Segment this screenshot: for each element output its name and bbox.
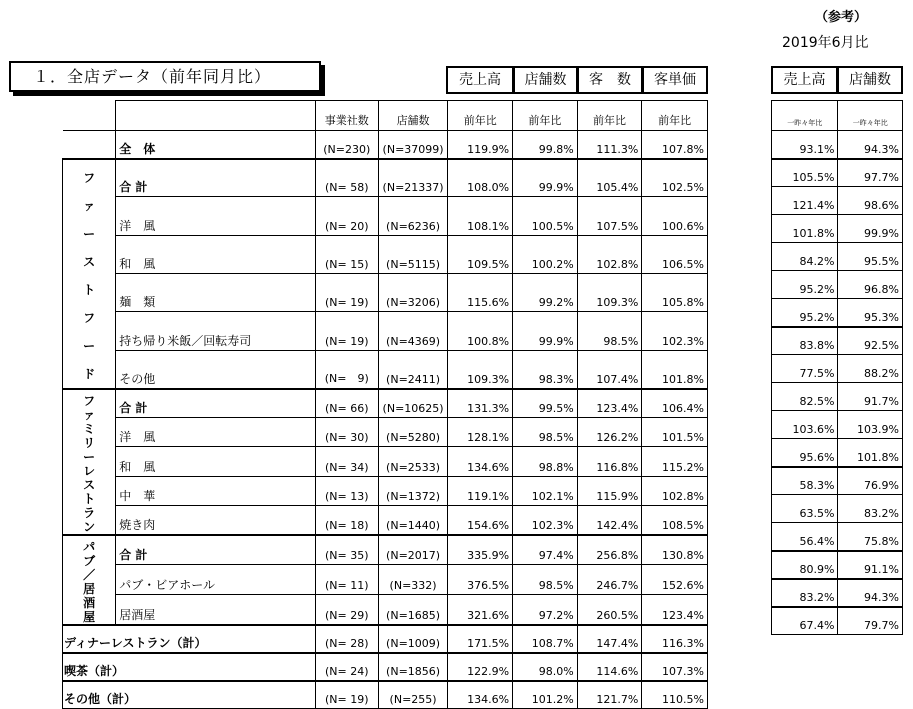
row-companies: (N= 19): [315, 681, 378, 709]
row-name: 持ち帰り米飯／回転寿司: [116, 312, 316, 350]
ref-row: [772, 131, 903, 159]
ref-sales: 83.8%: [772, 327, 838, 355]
ref-row: [772, 551, 903, 579]
row-name: パブ・ビアホール: [116, 565, 316, 595]
row-customers: 260.5%: [577, 595, 642, 625]
row-sales: 134.6%: [448, 447, 513, 476]
ref-row: [772, 187, 903, 215]
row-unit: 102.5%: [642, 159, 708, 197]
row-sales: 154.6%: [448, 505, 513, 534]
row-unit: 107.3%: [642, 653, 708, 681]
row-companies: (N= 9): [315, 350, 378, 388]
table-row: [63, 681, 708, 709]
ref-sales: 105.5%: [772, 159, 838, 187]
row-stores: (N=1685): [378, 595, 448, 625]
row-customers: 123.4%: [577, 389, 642, 418]
row-name: 合 計: [116, 535, 316, 565]
row-companies: (N= 24): [315, 653, 378, 681]
row-unit: 116.3%: [642, 625, 708, 653]
ref-sales: 101.8%: [772, 215, 838, 243]
row-name: 合 計: [116, 159, 316, 197]
col-header-store-count: 店舗数: [378, 101, 448, 131]
row-customers: 116.8%: [577, 447, 642, 476]
row-customers: 114.6%: [577, 653, 642, 681]
row-sales: 115.6%: [448, 273, 513, 311]
row-customers: 107.5%: [577, 197, 642, 235]
row-name: ディナーレストラン（計）: [63, 625, 316, 653]
ref-stores: 103.9%: [838, 411, 903, 439]
row-companies: (N= 19): [315, 312, 378, 350]
row-unit: 105.8%: [642, 273, 708, 311]
row-stores: (N=1372): [378, 476, 448, 505]
row-name: 洋 風: [116, 197, 316, 235]
ref-row: [772, 299, 903, 327]
row-name: その他: [116, 350, 316, 388]
row-name: 中 華: [116, 476, 316, 505]
ref-row: [772, 467, 903, 495]
row-sales: 108.1%: [448, 197, 513, 235]
row-stores: (N=10625): [378, 389, 448, 418]
ref-stores: 91.7%: [838, 383, 903, 411]
ref-stores: 94.3%: [838, 579, 903, 607]
row-name: 洋 風: [116, 418, 316, 447]
group-label-family-restaurant: ファミリーレストラン: [63, 389, 116, 535]
row-companies: (N= 13): [315, 476, 378, 505]
ref-col-header-sales: 一昨々年比: [772, 101, 838, 131]
ref-row: [772, 439, 903, 467]
row-stores-yoy: 98.3%: [513, 350, 578, 388]
row-stores-yoy: 102.3%: [513, 505, 578, 534]
ref-stores: 99.9%: [838, 215, 903, 243]
row-unit: 101.8%: [642, 350, 708, 388]
ref-stores: 101.8%: [838, 439, 903, 467]
row-stores: (N=332): [378, 565, 448, 595]
ref-stores: 76.9%: [838, 467, 903, 495]
row-stores-yoy: 98.5%: [513, 565, 578, 595]
row-companies: (N= 28): [315, 625, 378, 653]
row-unit: 152.6%: [642, 565, 708, 595]
row-customers: 105.4%: [577, 159, 642, 197]
ref-sales: 95.2%: [772, 299, 838, 327]
row-customers: 121.7%: [577, 681, 642, 709]
ref-header-stores: 店舗数: [837, 66, 903, 94]
row-stores-yoy: 97.2%: [513, 595, 578, 625]
row-stores-yoy: 99.9%: [513, 312, 578, 350]
row-stores: (N=5115): [378, 235, 448, 273]
col-header-companies: 事業社数: [315, 101, 378, 131]
row-unit: 101.5%: [642, 418, 708, 447]
table-row: [63, 389, 708, 418]
table-row: [63, 159, 708, 197]
row-customers: 246.7%: [577, 565, 642, 595]
row-companies: (N= 34): [315, 447, 378, 476]
ref-stores: 95.3%: [838, 299, 903, 327]
row-sales: 108.0%: [448, 159, 513, 197]
row-unit: 110.5%: [642, 681, 708, 709]
row-sales: 134.6%: [448, 681, 513, 709]
ref-row: [772, 383, 903, 411]
header-customers: 客 数: [577, 66, 643, 94]
row-unit: 107.8%: [642, 131, 708, 159]
row-stores-yoy: 100.2%: [513, 235, 578, 273]
row-companies: (N= 18): [315, 505, 378, 534]
ref-stores: 96.8%: [838, 271, 903, 299]
row-unit: 102.3%: [642, 312, 708, 350]
ref-sales: 77.5%: [772, 355, 838, 383]
row-stores: (N=1009): [378, 625, 448, 653]
row-stores: (N=5280): [378, 418, 448, 447]
row-customers: 126.2%: [577, 418, 642, 447]
row-sales: 321.6%: [448, 595, 513, 625]
row-customers: 115.9%: [577, 476, 642, 505]
row-sales: 100.8%: [448, 312, 513, 350]
header-blank: [63, 101, 116, 131]
row-sales: 119.9%: [448, 131, 513, 159]
table-row: [63, 625, 708, 653]
row-stores-yoy: 98.5%: [513, 418, 578, 447]
row-stores: (N=2017): [378, 535, 448, 565]
ref-row: [772, 159, 903, 187]
row-unit: 102.8%: [642, 476, 708, 505]
ref-sales: 83.2%: [772, 579, 838, 607]
ref-stores: 88.2%: [838, 355, 903, 383]
ref-sales: 82.5%: [772, 383, 838, 411]
row-customers: 256.8%: [577, 535, 642, 565]
ref-col-header-stores: 一昨々年比: [838, 101, 903, 131]
table-row: [63, 131, 708, 159]
table-row: [63, 565, 708, 595]
ref-stores: 75.8%: [838, 523, 903, 551]
reference-table: [771, 100, 903, 635]
row-stores-yoy: 98.0%: [513, 653, 578, 681]
ref-stores: 95.5%: [838, 243, 903, 271]
row-name: 合 計: [116, 389, 316, 418]
ref-sales: 84.2%: [772, 243, 838, 271]
reference-period: 2019年6月比: [782, 35, 869, 51]
row-sales: 128.1%: [448, 418, 513, 447]
ref-stores: 91.1%: [838, 551, 903, 579]
row-companies: (N= 11): [315, 565, 378, 595]
row-companies: (N= 20): [315, 197, 378, 235]
row-name: その他（計）: [63, 681, 316, 709]
row-unit: 115.2%: [642, 447, 708, 476]
ref-sales: 95.6%: [772, 439, 838, 467]
row-name: 和 風: [116, 235, 316, 273]
table-row: [63, 273, 708, 311]
ref-stores: 79.7%: [838, 607, 903, 635]
table-row: [63, 197, 708, 235]
ref-sales: 121.4%: [772, 187, 838, 215]
ref-stores: 94.3%: [838, 131, 903, 159]
ref-sales: 93.1%: [772, 131, 838, 159]
row-customers: 107.4%: [577, 350, 642, 388]
row-stores: (N=1440): [378, 505, 448, 534]
row-stores: (N=2533): [378, 447, 448, 476]
ref-stores: 98.6%: [838, 187, 903, 215]
row-stores: (N=4369): [378, 312, 448, 350]
ref-sales: 56.4%: [772, 523, 838, 551]
row-sales: 109.5%: [448, 235, 513, 273]
row-companies: (N= 30): [315, 418, 378, 447]
ref-stores: 92.5%: [838, 327, 903, 355]
table-row: [63, 418, 708, 447]
group-label-pub-izakaya: パブ／居酒屋: [63, 535, 116, 625]
table-row: [63, 535, 708, 565]
ref-row: [772, 327, 903, 355]
ref-row: [772, 215, 903, 243]
ref-row: [772, 523, 903, 551]
table-row: [63, 595, 708, 625]
row-stores: (N=21337): [378, 159, 448, 197]
ref-sales: 67.4%: [772, 607, 838, 635]
row-stores-yoy: 101.2%: [513, 681, 578, 709]
row-stores-yoy: 98.8%: [513, 447, 578, 476]
ref-row: [772, 355, 903, 383]
ref-column-header-row: [772, 101, 903, 131]
ref-row: [772, 495, 903, 523]
blank-cell: [63, 131, 116, 159]
row-unit: 106.5%: [642, 235, 708, 273]
row-sales: 171.5%: [448, 625, 513, 653]
col-header-sales-yoy: 前年比: [448, 101, 513, 131]
row-unit: 100.6%: [642, 197, 708, 235]
row-sales: 122.9%: [448, 653, 513, 681]
row-customers: 147.4%: [577, 625, 642, 653]
row-stores-yoy: 100.5%: [513, 197, 578, 235]
row-name: 和 風: [116, 447, 316, 476]
row-sales: 376.5%: [448, 565, 513, 595]
row-sales: 119.1%: [448, 476, 513, 505]
row-stores-yoy: 99.8%: [513, 131, 578, 159]
row-name: 全 体: [116, 131, 316, 159]
row-stores: (N=2411): [378, 350, 448, 388]
row-stores: (N=255): [378, 681, 448, 709]
ref-row: [772, 411, 903, 439]
row-stores-yoy: 99.5%: [513, 389, 578, 418]
row-customers: 142.4%: [577, 505, 642, 534]
table-row: [63, 312, 708, 350]
row-companies: (N= 19): [315, 273, 378, 311]
row-name: 焼き肉: [116, 505, 316, 534]
row-customers: 109.3%: [577, 273, 642, 311]
row-stores-yoy: 99.2%: [513, 273, 578, 311]
reference-label: （参考）: [815, 10, 868, 25]
row-companies: (N= 35): [315, 535, 378, 565]
ref-row: [772, 607, 903, 635]
table-row: [63, 505, 708, 534]
main-data-table: [62, 100, 708, 709]
col-header-unit-yoy: 前年比: [642, 101, 708, 131]
row-companies: (N= 29): [315, 595, 378, 625]
header-sales: 売上高: [446, 66, 514, 94]
group-label-fast-food: ファーストフード: [63, 159, 116, 389]
row-unit: 130.8%: [642, 535, 708, 565]
row-sales: 131.3%: [448, 389, 513, 418]
ref-sales: 63.5%: [772, 495, 838, 523]
row-stores-yoy: 108.7%: [513, 625, 578, 653]
ref-stores: 83.2%: [838, 495, 903, 523]
row-companies: (N= 58): [315, 159, 378, 197]
table-row: [63, 350, 708, 388]
header-unit-price: 客単価: [642, 66, 708, 94]
row-name: 麺 類: [116, 273, 316, 311]
row-stores-yoy: 97.4%: [513, 535, 578, 565]
row-sales: 109.3%: [448, 350, 513, 388]
row-stores: (N=1856): [378, 653, 448, 681]
row-stores: (N=3206): [378, 273, 448, 311]
row-stores: (N=37099): [378, 131, 448, 159]
row-customers: 111.3%: [577, 131, 642, 159]
row-companies: (N= 15): [315, 235, 378, 273]
ref-sales: 80.9%: [772, 551, 838, 579]
ref-sales: 103.6%: [772, 411, 838, 439]
row-name: 居酒屋: [116, 595, 316, 625]
row-stores: (N=6236): [378, 197, 448, 235]
table-row: [63, 476, 708, 505]
row-name: 喫茶（計）: [63, 653, 316, 681]
table-row: [63, 447, 708, 476]
row-customers: 102.8%: [577, 235, 642, 273]
ref-sales: 58.3%: [772, 467, 838, 495]
ref-row: [772, 271, 903, 299]
page-title: １．全店データ（前年同月比）: [9, 61, 321, 92]
table-row: [63, 235, 708, 273]
ref-stores: 97.7%: [838, 159, 903, 187]
table-row: [63, 653, 708, 681]
ref-row: [772, 243, 903, 271]
row-unit: 106.4%: [642, 389, 708, 418]
ref-row: [772, 579, 903, 607]
col-header-stores-yoy: 前年比: [513, 101, 578, 131]
col-header-customers-yoy: 前年比: [577, 101, 642, 131]
ref-header-sales: 売上高: [771, 66, 838, 94]
row-customers: 98.5%: [577, 312, 642, 350]
column-header-row: [63, 101, 708, 131]
header-name-cell: [116, 101, 316, 131]
row-unit: 108.5%: [642, 505, 708, 534]
row-unit: 123.4%: [642, 595, 708, 625]
ref-sales: 95.2%: [772, 271, 838, 299]
row-sales: 335.9%: [448, 535, 513, 565]
row-stores-yoy: 99.9%: [513, 159, 578, 197]
row-companies: (N= 66): [315, 389, 378, 418]
row-companies: (N=230): [315, 131, 378, 159]
row-stores-yoy: 102.1%: [513, 476, 578, 505]
header-stores: 店舗数: [513, 66, 578, 94]
